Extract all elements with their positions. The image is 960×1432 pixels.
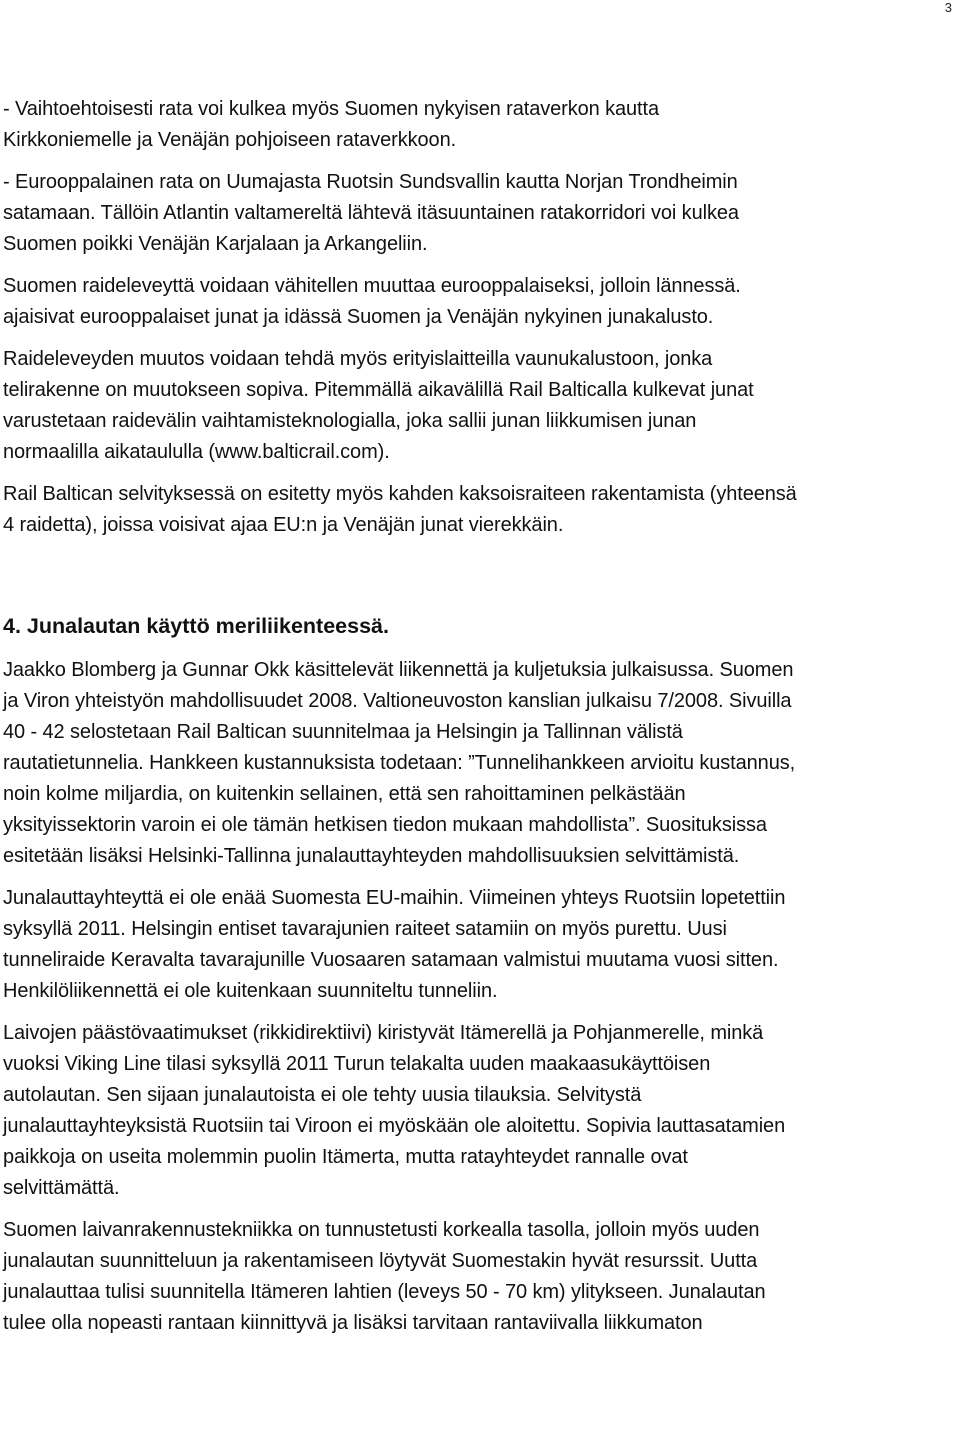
text-line: 40 - 42 selostetaan Rail Baltican suunnitelmaa ja Helsingin ja Tallinnan välistä [3,721,683,743]
document-body [3,94,958,1339]
text-line: Suomen laivanrakennustekniikka on tunnustetusti korkealla tasolla, jolloin myös uuden [3,1219,760,1241]
text-line: paikkoja on useita molemmin puolin Itämerta, mutta ratayhteydet rannalle ovat [3,1146,688,1168]
text-line: noin kolme miljardia, on kuitenkin sellainen, että sen rahoittaminen pelkästään [3,783,686,805]
text-line: vuoksi Viking Line tilasi syksyllä 2011 Turun telakalta uuden maakaasukäyttöisen [3,1053,711,1075]
page-number: 3 [944,0,952,15]
text-line: yksityissektorin varoin ei ole tämän hetkisen tiedon mukaan mahdollista”. Suosituksissa [3,814,767,836]
text-line: ajaisivat eurooppalaiset junat ja idässä Suomen ja Venäjän nykyinen junakalusto. [3,306,714,328]
text-line: varustetaan raidevälin vaihtamisteknologialla, joka sallii junan liikkumisen junan [3,410,697,432]
text-line: Raideleveyden muutos voidaan tehdä myös erityislaitteilla vaunukalustoon, jonka [3,348,713,370]
text-line: Laivojen päästövaatimukset (rikkidirektiivi) kiristyvät Itämerellä ja Pohjanmerelle, minkä [3,1022,764,1044]
text-line: Kirkkoniemelle ja Venäjän pohjoiseen rataverkkoon. [3,129,457,151]
text-line: esitetään lisäksi Helsinki-Tallinna junalauttayhteyden mahdollisuuksien selvittämistä. [3,845,740,867]
paragraph [3,271,958,333]
text-line: junalauttayhteyksistä Ruotsiin tai Viroon ei myöskään ole aloitettu. Sopivia lauttasatamien [3,1115,786,1137]
text-line: junalauttaa tulisi suunnitella Itämeren lahtien (leveys 50 - 70 km) ylitykseen. Junalautan [3,1281,766,1303]
text-line: tunneliraide Keravalta tavarajunille Vuosaaren satamaan valmistui muutama vuosi sitten. [3,949,779,971]
text-line: junalautan suunnitteluun ja rakentamiseen löytyvät Suomestakin hyvät resurssit. Uutta [3,1250,758,1272]
text-line: autolautan. Sen sijaan junalautoista ei ole tehty uusia tilauksia. Selvitystä [3,1084,642,1106]
paragraph [3,655,958,872]
text-line: Junalauttayhteyttä ei ole enää Suomesta EU-maihin. Viimeinen yhteys Ruotsiin lopetettiin [3,887,786,909]
paragraph [3,344,958,468]
text-line: rautatietunnelia. Hankkeen kustannuksista todetaan: ”Tunnelihankkeen arvioitu kustannus, [3,752,796,774]
text-line: Suomen poikki Venäjän Karjalaan ja Arkangeliin. [3,233,428,255]
section-heading: 4. Junalautan käyttö meriliikenteessä. [3,614,389,638]
text-line: Rail Baltican selvityksessä on esitetty myös kahden kaksoisraiteen rakentamista (yhteensä [3,483,797,505]
text-line: satamaan. Tällöin Atlantin valtamereltä lähtevä itäsuuntainen ratakorridori voi kulkea [3,202,739,224]
text-line: ja Viron yhteistyön mahdollisuudet 2008. Valtioneuvoston kanslian julkaisu 7/2008. Sivuilla [3,690,792,712]
text-line: tulee olla nopeasti rantaan kiinnittyvä ja lisäksi tarvitaan rantaviivalla liikkumaton [3,1312,703,1334]
text-line: Suomen raideleveyttä voidaan vähitellen muuttaa eurooppalaiseksi, jolloin lännessä. [3,275,741,297]
text-line: selvittämättä. [3,1177,120,1199]
text-line: telirakenne on muutokseen sopiva. Pitemmällä aikavälillä Rail Balticalla kulkevat junat [3,379,754,401]
paragraph [3,1215,958,1339]
text-line: syksyllä 2011. Helsingin entiset tavarajunien raiteet satamiin on myös purettu. Uusi [3,918,727,940]
text-line: - Vaihtoehtoisesti rata voi kulkea myös Suomen nykyisen rataverkon kautta [3,98,659,120]
text-line: - Eurooppalainen rata on Uumajasta Ruotsin Sundsvallin kautta Norjan Trondheimin [3,171,738,193]
paragraph [3,94,958,156]
text-line: Henkilöliikennettä ei ole kuitenkaan suunniteltu tunneliin. [3,980,498,1002]
text-line: 4 raidetta), joissa voisivat ajaa EU:n ja Venäjän junat vierekkäin. [3,514,564,536]
paragraph [3,1018,958,1204]
paragraph [3,167,958,260]
text-line: normaalilla aikataululla (www.balticrail.com). [3,441,390,463]
paragraph [3,883,958,1007]
text-line: Jaakko Blomberg ja Gunnar Okk käsittelevät liikennettä ja kuljetuksia julkaisussa. Suomen [3,659,794,681]
paragraph [3,479,958,541]
